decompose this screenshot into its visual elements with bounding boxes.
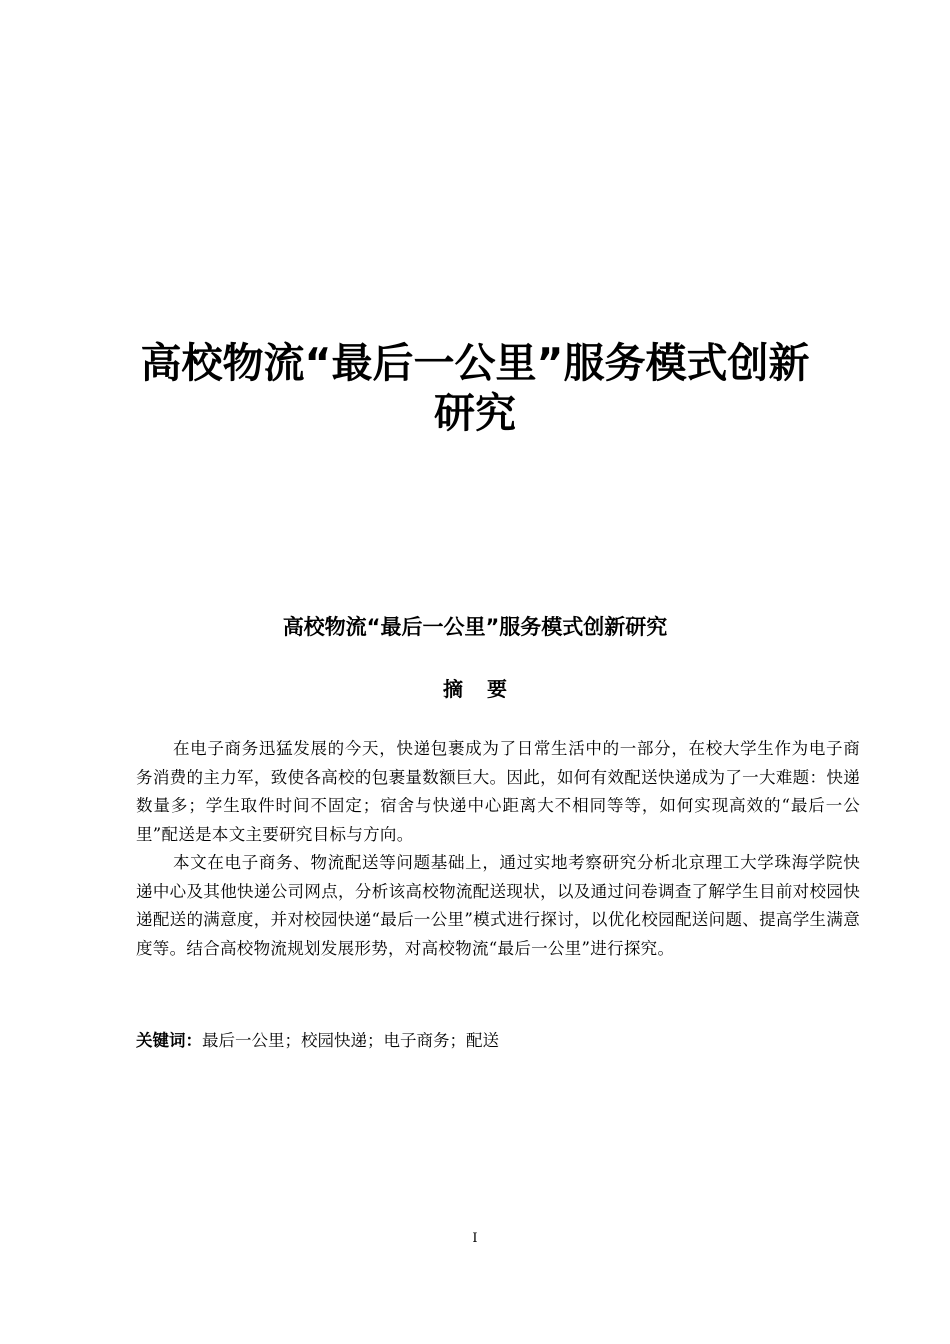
- keywords-label: 关键词：: [136, 1031, 202, 1050]
- abstract-paragraph-1: 在电子商务迅猛发展的今天，快递包裹成为了日常生活中的一部分，在校大学生作为电子商务消费的主力军，致使各高校的包裹量数额巨大。因此，如何有效配送快递成为了一大难题：快递数量多；学生取件时间不固定；宿舍与快递中心距离大不相同等等，如何实现高效的“最后一公里”配送是本文主要研究目标与方向。: [136, 739, 860, 844]
- abstract-title: 高校物流“最后一公里”服务模式创新研究: [282, 615, 668, 639]
- abstract-body: [136, 735, 860, 963]
- page-number: I: [472, 1231, 478, 1246]
- cover-title-line-1: 高校物流“最后一公里”服务模式创新: [140, 339, 810, 387]
- abstract-paragraph-2: 本文在电子商务、物流配送等问题基础上，通过实地考察研究分析北京理工大学珠海学院快递中心及其他快递公司网点，分析该高校物流配送现状，以及通过问卷调查了解学生目前对校园快递配送的满意度，并对校园快递“最后一公里”模式进行探讨，以优化校园配送问题、提高学生满意度等。结合高校物流规划发展形势，对高校物流“最后一公里”进行探究。: [136, 853, 860, 958]
- abstract-heading: 摘要: [443, 677, 531, 701]
- cover-title-line-2: 研究: [434, 389, 516, 437]
- keywords-text: 最后一公里；校园快递；电子商务；配送: [202, 1031, 499, 1050]
- keywords-line: [136, 1027, 860, 1055]
- cover-title: [100, 338, 850, 438]
